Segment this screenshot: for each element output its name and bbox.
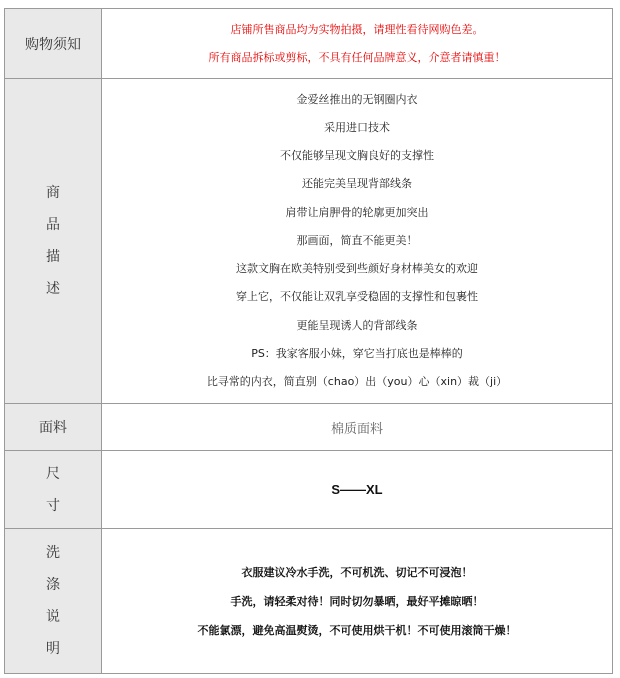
label-char: 商: [46, 185, 60, 201]
product-description-label: [5, 79, 102, 403]
fabric-content: [102, 404, 612, 450]
label-char: 尺: [46, 465, 60, 482]
washing-line: 衣服建议冷水手洗，不可机洗、切记不可浸泡！: [241, 565, 473, 579]
description-line: 那画面，简直不能更美！: [296, 233, 418, 247]
description-line: 采用进口技术: [324, 121, 390, 135]
shopping-notice-label: 购物须知: [5, 9, 102, 78]
washing-instructions-label: [5, 529, 102, 673]
label-char: 述: [46, 281, 60, 297]
description-line: 比寻常的内衣，简直别（chao）出（you）心（xin）裁（ji）: [206, 374, 508, 388]
label-char: 洗: [46, 545, 60, 561]
fabric-value: 棉质面料: [330, 421, 383, 437]
label-char: 说: [46, 609, 60, 625]
product-description-content: [102, 79, 612, 403]
size-label: [5, 451, 102, 528]
description-line: PS：我家客服小妹，穿它当打底也是棒棒的: [251, 346, 463, 360]
washing-line: 手洗，请轻柔对待！同时切勿暴晒，最好平摊晾晒！: [230, 594, 484, 608]
label-char: 涤: [46, 577, 60, 593]
fabric-label: 面料: [5, 404, 102, 450]
size-row: [5, 451, 612, 529]
label-char: 寸: [46, 497, 60, 514]
description-line: 金爱丝推出的无钢圈内衣: [296, 92, 418, 106]
shopping-notice-row: [5, 9, 612, 79]
label-char: 描: [46, 249, 60, 265]
description-line: 还能完美呈现背部线条: [302, 177, 412, 191]
description-line: 肩带让肩胛骨的轮廓更加突出: [285, 205, 429, 219]
label-char: 品: [46, 217, 60, 233]
washing-instructions-content: [102, 529, 612, 673]
notice-line: 所有商品拆标或剪标，不具有任何品牌意义，介意者请慎重！: [208, 50, 506, 64]
shopping-notice-content: [102, 9, 612, 78]
label-char: 明: [46, 641, 60, 657]
size-content: [102, 451, 612, 528]
product-description-row: [5, 79, 612, 404]
description-line: 更能呈现诱人的背部线条: [296, 318, 418, 332]
notice-line: 店铺所售商品均为实物拍摄，请理性看待网购色差。: [230, 22, 484, 36]
description-line: 不仅能够呈现文胸良好的支撑性: [280, 149, 434, 163]
washing-line: 不能氯漂，避免高温熨烫，不可使用烘干机！不可使用滚筒干燥！: [197, 623, 517, 637]
washing-instructions-row: [5, 529, 612, 673]
description-line: 穿上它，不仅能让双乳享受稳固的支撑性和包裹性: [236, 290, 478, 304]
description-line: 这款文胸在欧美特别受到些颜好身材棒美女的欢迎: [236, 262, 478, 276]
fabric-row: [5, 404, 612, 451]
product-info-table: [4, 8, 613, 674]
size-value: S——XL: [331, 482, 383, 497]
